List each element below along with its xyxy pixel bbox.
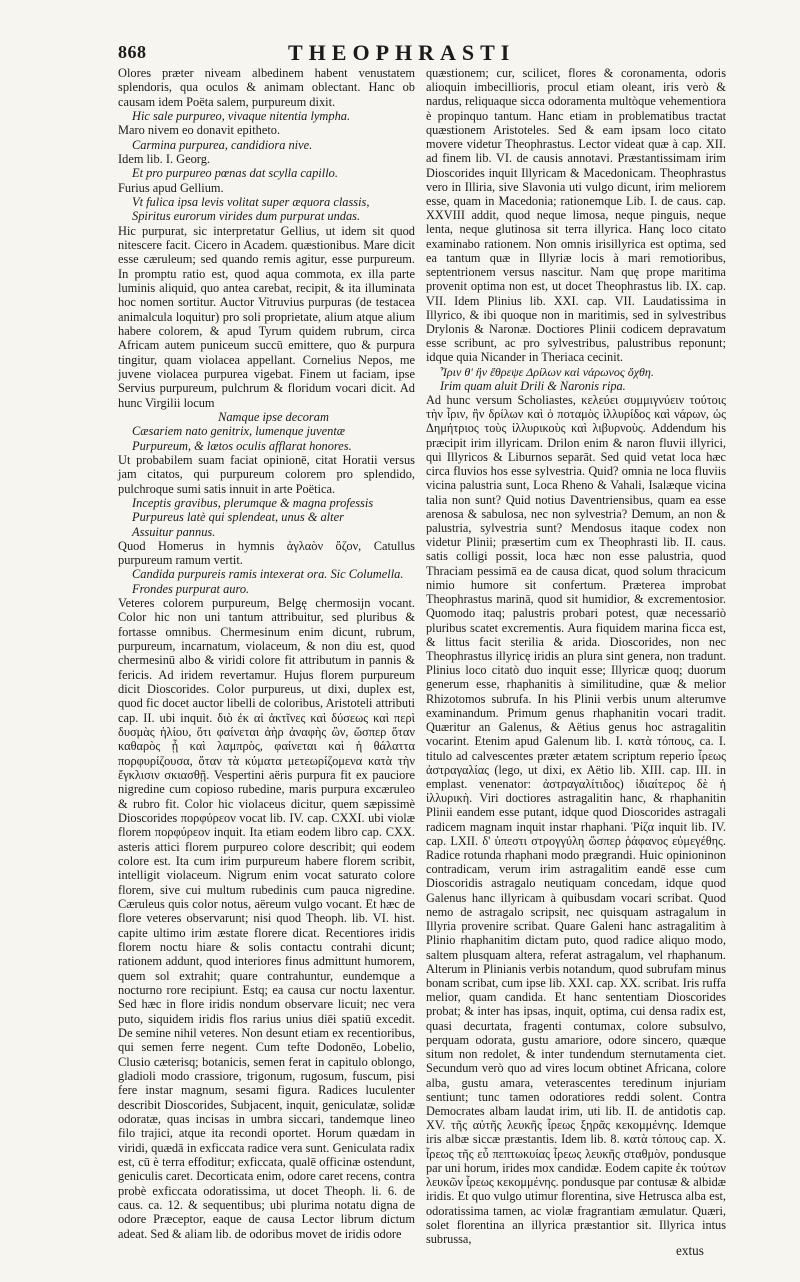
paragraph: Veteres colorem purpureum, Belgę chermosijn vocant. Color hic non uni tantum attribuitur, sed pluribus & fortasse omnibus. Chermesinum enim dicunt, rubrum, purpureum, incarnatum, violaceum, & non diu est, quod chermesinū albo & viridi colore fit attributum in pannis & fericis. Ad iridem revertamur. Hujus florem purpureum dicit Dioscorides. Color purpureus, ut dixi, duplex est, quod fic docet auctor libelli de coloribus, Aristoteli attributi cap. II. ubi inquit. διὸ ἐκ αἱ ἀκτῖνες καὶ δύσεως καὶ περὶ δυσμὰς ἡλίου, ὅτι φαίνεται ἀὴρ ἀναφὴς ὢν, ὥσπερ ὅταν καθαρὸς ᾖ καὶ λαμπρὸς, φαίνεται καὶ ἡ θάλαττα πορφυρίζουσα, ὅταν τὰ κύματα μετεωρίζομενα κατὰ τὴν ἔγκλισιν σκιασθῇ. Vespertini aëris purpura fit ex pauciore nigredine cum copioso rubedine, maris purpura excæruleo & rubro fit. Color hic violaceus dicitur, quem sæpissimè Dioscorides πορφύρεον vocat lib. IV. cap. CXXI. ubi violæ florem πορφύρεον inquit. Ita etiam eodem libro cap. CXX. asteris attici florem purpureo colore describit; qui eodem colore est. Ita cum irim purpureum habere florem scribit, intelligit violaceum. Nigrum enim vocat saturato colore florem, sive cui multum rubedinis cum pauca nigredine. Cæruleus quis color notus, aëreum vulgo vocant. Et hæc de flore veteres observarunt; nisi quod Theoph. lib. VI. hist. capite ultimo irim æstate florere dicat. Recentiores iridis florem noctu hiare & solis contactu contrahi dicunt; rationem addunt, quod interiores finus admittunt humorem, quem sol extrahit; quare contrahuntur, eundemque a nocturno rore recipiunt. Estq; ea causa cur noctu laxentur. Sed hæc in flore iridis nondum observare licuit; nec vera puto, siquidem iridis flos rarius unius diēi spatiū excedit. De semine nihil veteres. Non desunt etiam ex recentioribus, qui semen ferre negent. Cum tefte Dodonēo, Lobelio, Clusio cæterisq; botanicis, semen ferat in capitulo oblongo, gladioli modo crassiore, trigonum, rugosum, fuscum, pisi fere instar magnum, sesami figura. Radices luculenter describit Dioscorides, Subjacent, inquit, geniculatæ, solidæ odoratæ, quas incisas in umbra siccari, tandemque lineo filo trajici, atque ita recondi oportet. Horum quædam in viridi, quædā in exficcata radice vera sunt. Geniculata radix est, cū è terra effoditur; exficcata, qualē officinæ ostendunt, geniculis caret. Decorticata enim, odore caret recens, contra probè exficcata odoratissima, ut docet Theoph. li. 6. de caus. ca. 12. & sequentibus; ubi plurima notatu digna de odore Præceptor, eaque de causa Lector librum dictum adeat. Sed & aliam lib. de odoribus movet de iridis odore [118,596,415,1241]
verse-line: Spiritus eurorum virides dum purpurat undas. [132,209,361,224]
verse-line: Carmina purpurea, candidiora nive. [132,137,313,152]
left-text-column [118,66,415,1241]
paragraph: Maro nivem eo donavit epitheto. [118,123,281,138]
verse-line: Namque ipse decoram [218,409,329,424]
paragraph: Ad hunc versum Scholiastes, κελεύει συμμιγνύειν τούτοις τὴν ἶριν, ἣν δρίλων καὶ ὁ ποταμὸς ἰλλυρίδος καὶ νάρων, ὡς Δημήτριος τοὺς ἰλλυρικοὺς καὶ λιβυρνοὺς. Addendum his præcipit irim illyricam. Drilon enim & naron fluvii illyrici, qui Illyricos & Liburnos separāt. Sed quid vetat loca hæc circa fluvios hos esse sylvestria. Quid? omnia ne loca fluviis vicina palustria sunt, Loca Rheno & Vahali, Isalæque vicina talia non sunt? Quid notius Daventriensibus, quam ea esse arenosa & sabulosa, nec non sylvestria? Demum, an non & palustria, sylvestria sunt? Mendosus itaque codex non videtur Plinii; præsertim cum ex Theophrasti lib. II. caus. satis colligi possit, loca hæc non esse palustria, quod Thraciam pessimā ea de causa dicat, quod solum thracicum nimio humore sit confertum. Præterea improbat Theophrastus marinā, quod sit humidior, & excrementosior. Quomodo itaq; palustris probari potest, quæ necessariò pluribus scatet excrementis. Aura fiquidem marina ficca est, & littus facit sterilia & arida. Dioscorides, non nec Theophrastus illyricę iridis an plura sint genera, non tradunt. Plinius loco citatò duo inquit esse; Illyricæ quoq; duorum generum esse, rhaphanitis à similitudine, quæ & melior Rhizotomos subrufa. In his Plinii verbis unum alterumve examinandum. Primum genus rhaphanitin vocari tradit. Quæritur an Galenus, & Aëtius genus hoc astragalitin vocarint. Etenim apud Galenum lib. I. κατὰ τόπους, ca. I. titulo ad calvescentes præter ætatem scriptum reperio ἶρεως ἀστραγαλίας (lego, ut dixi, ex Aëtio lib. XIII. cap. III. in emplast. venenator: ἀστραγαλίτιδος) ἰδιαίτερος δὲ ἡ ἰλλυρικὴ. Viri doctiores astragalitin hanc, & rhaphanitin Plinii eandem esse putant, idque quod Dioscorides astragali radicem magnam inquit instar rhaphani. Ῥίζα inquit lib. IV. cap. LXII. δ' ὑπεστι στρογγύλη ὥσπερ ῥάφανος εὐμεγέθης. Radice rotunda rhaphani modo prægrandi. Huic opinioninon contradicam, verum irim astragalitim eandē esse cum Dioscoridis astragalo neutiquam concedam, idque quod Galenus hanc illyricam à quibusdam vocari scribat. Quod nemo de astragalo scripsit, nec quisquam astragalum in Illyria provenire scribat. Quare Galeni hanc astragalitim à Plinio rhaphanitim dictam puto, quod radice aliquo modo, saltem plusquam altera, referat astragalum, vel rhaphanum. Alterum in Plinianis verbis notandum, quod subrufam minus bonam scribat, cum ipse lib. XXI. cap. XX. scribat. Iris ruffa melior, quam candida. Et hanc sententiam Dioscorides probat; & inter has ipsas, inquit, optima, cui densa radix est, quasi decurtata, fragenti contumax, colore subsulvo, perquam odorata, gustu amariore, odore sincero, quæque situm non redolet, & inter tundendum sternutamenta ciet. Secundum verò quo ad vires locum obtinet Africana, colore alba, gustu amara, veterascentes teredinum injuriam sentiunt; tunc tamen odoratiores reddi solent. Contra Democrates albam laudat irim, uti lib. II. de antidotis cap. XV. τῆς αὐτῆς λευκῆς ἶρεως ξηρᾶς κεκομμένης. Idemque iris albæ siccæ præstantis. Idem lib. 8. κατὰ τόπους cap. X. ἶρεως τῆς εὖ πεπτωκυίας ἶρεως λευκῆς σταθμὸν, pondusque par uni horum, irides mox candidæ. Eodem capite ἐκ τούτων λευκῶν ἶρεως κεκομμένης. pondusque par contusæ & albidæ iridis. Et quo vulgo utimur florentina, sive Hetrusca alba est, odoratissima tamen, ac violæ fragrantiam æmulatur. Quæri, solet florentina an illyrica præstantior sit. Illyrica intus subrussa, [426,393,726,1246]
verse-line: Frondes purpurat auro. [132,581,250,596]
paragraph: quæstionem; cur, scilicet, flores & coronamenta, odoris alioquin imbecillioris, procul etiam oleant, iris verò & nardus, reliquaque sicca odoramenta multòque vehementiora è propinquo tantum. Hanc etiam in problematibus tractat quæstionem Aristoteles. Sed & eam ipsam loco citato movere videtur Theophrastus. Lector videat quæ à cap. XII. ad finem lib. VI. de causis annotavi. Præstantissimam irim Dioscorides inquit Illyricam & Macedonicam. Theophrastus vero in Illiria, sive Slavonia uti vulgo dicunt, irim meliorem esse, quam in Macedonia; rationemque Lib. I. de caus. cap. XXVIII addit, quod neque limosa, neque pinguis, neque lenta, neque glutinosa sit terra illyrica. Hanç loco citato examinabo rationem. Non omnis irisillyrica est optima, sed ea tantum quæ in Illyriæ locis à mari remotioribus, septentrionem versus nascitur. Nam quę prope maritima provenit optima non est, ut docet Theophrastus lib. IX. cap. VII. Idem Plinius lib. XXI. cap. VII. Laudatissima in Illyrico, & ibi quoque non in maritimis, sed in sylvestribus Drylonis & Naronæ. Doctiores Plinii codicem depravatum esse scribunt, ac pro sylvestribus, palustribus reponunt; idque quia Nicander in Theriaca cecinit. [426,66,726,365]
paragraph: Quod Homerus in hymnis ἀγλαὸν ὄζον, Catullus purpureum ramum vertit. [118,538,415,568]
paragraph: Furius apud Gellium. [118,180,224,195]
verse-line: Candida purpureis ramis intexerat ora. Sic Columella. [132,567,404,582]
running-title: THEOPHRASTI [288,40,516,65]
verse-line: Inceptis gravibus, plerumque & magna professis [132,495,374,510]
verse-line: Cæsariem nato genitrix, lumenque juventæ [132,424,346,439]
verse-line: Vt fulica ipsa levis volitat super æquora classis, [132,194,370,209]
catchword: extus [676,1243,704,1258]
page-header [118,40,724,66]
paragraph: Idem lib. I. Georg. [118,151,210,166]
verse-line: Assuitur pannus. [132,524,216,539]
verse-line: Et pro purpureo pœnas dat scylla capillo. [132,166,338,181]
paragraph: Hic purpurat, sic interpretatur Gellius, ut idem sit quod nitescere facit. Cicero in Academ. quæstionibus. Mare dicit esse cæruleum; sed quando remis agitur, esse purpureum. In promptu ratio est, quod aqua commota, ex illa parte luminis aliquid, quo antea carebat, recipit, & ita illuminata hoc nomen sortitur. Auctor Vitruvius purpuras (de testacea animalcula loquitur) pro soli proprietate, alium atque alium habere colorem, & apud Tyrum quidem rubrum, circa Africam autem puniceum succū emittere, quo & purpura tingitur, quam violacea appellant. Cornelius Nepos, me juvene violacea purpurea vigebat. Finem ut faciam, ipse Servius purpureum, pulchrum & floridum vocari dicit. Ad hunc Virgilii locum [118,223,415,410]
greek-verse-line: Ἶριν θ' ἣν ἔθρεψε Δρίλων καὶ νάρωνος ὄχθη. [440,364,654,379]
paragraph: Ut probabilem suam faciat opinionē, citat Horatii versus jam citatos, qui purpureum colorem pro splendido, pulchroque sumi satis innuit in arte Poëtica. [118,452,415,496]
verse-line: Purpureus latè qui splendeat, unus & alter [132,510,344,525]
verse-line: Hic sale purpureo, vivaque nitentia lympha. [132,108,351,123]
verse-line: Irim quam aluit Drili & Naronis ripa. [440,378,626,393]
page-number: 868 [118,42,147,62]
paragraph: Olores præter niveam albedinem habent venustatem splendoris, qua oculos & animam oblectant. Hanc ob causam idem Poëta salem, purpureum dixit. [118,66,415,109]
right-text-column [426,66,726,1246]
verse-line: Purpureum, & lætos oculis afflarat honores. [132,438,352,453]
